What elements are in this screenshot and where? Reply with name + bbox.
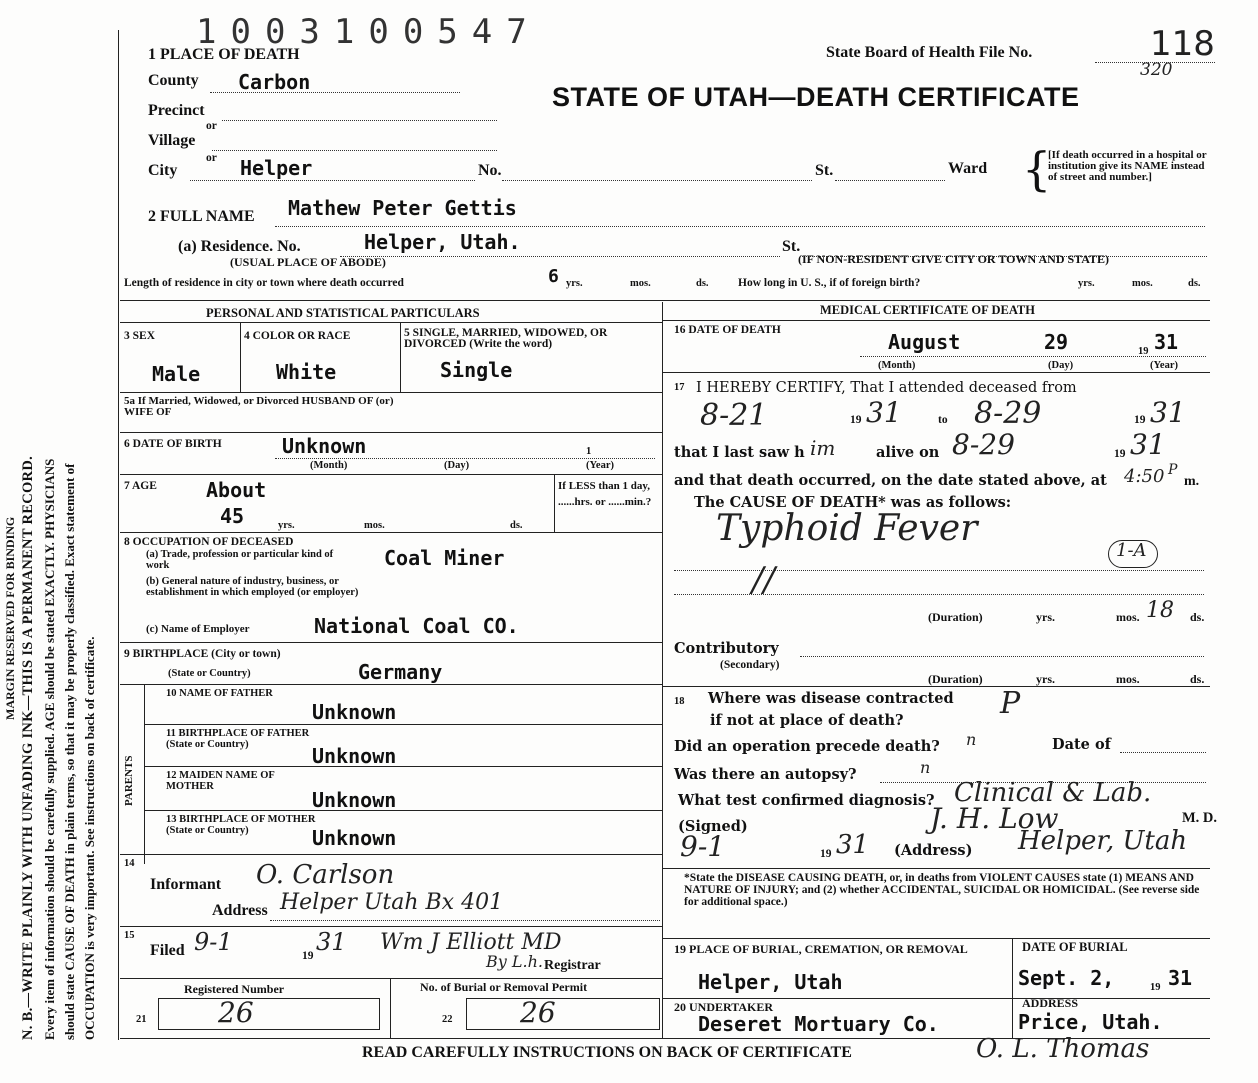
signed-address: Helper, Utah — [1018, 826, 1188, 856]
st-line — [835, 180, 945, 181]
burial-date: Sept. 2, — [1018, 966, 1115, 990]
sex-value: Male — [152, 362, 201, 386]
from-year: 31 — [866, 396, 902, 429]
md-label: M. D. — [1182, 810, 1218, 826]
dob-line — [275, 458, 655, 459]
residence-st-label: St. — [782, 238, 801, 255]
occupation-a-label: (a) Trade, profession or particular kind of work — [146, 549, 334, 571]
no-line — [502, 180, 812, 181]
contracted-value: P — [1000, 686, 1021, 721]
father-label: 10 NAME OF FATHER — [166, 688, 273, 699]
or-2: or — [206, 152, 217, 164]
informant-address-line — [270, 920, 660, 921]
length-mos: mos. — [630, 278, 651, 289]
cause-mark-icon: // — [752, 560, 775, 600]
instructions-footer: READ CAREFULLY INSTRUCTIONS ON BACK OF CERTIFICATE — [362, 1044, 852, 1061]
burial-place-value: Helper, Utah — [698, 970, 843, 994]
last-saw-him: im — [810, 436, 836, 460]
attended-from: 8-21 — [700, 398, 768, 433]
informant-address-label: Address — [212, 902, 268, 919]
parents-top-line — [120, 684, 662, 685]
brace-icon: { — [1022, 142, 1052, 196]
duration-ds: ds. — [1190, 610, 1205, 624]
duration-mos: mos. — [1116, 610, 1140, 624]
precinct-label: Precinct — [148, 102, 205, 119]
file-no-sub: 320 — [1140, 60, 1173, 80]
father-birthplace-value: Unknown — [312, 744, 397, 768]
personal-heading: PERSONAL AND STATISTICAL PARTICULARS — [206, 306, 480, 320]
burial-no-item: 22 — [442, 1014, 453, 1025]
signed-date: 9-1 — [680, 830, 726, 863]
informant-address-value: Helper Utah Bx 401 — [280, 890, 504, 915]
county-label: County — [148, 72, 199, 89]
full-name-value: Mathew Peter Gettis — [288, 196, 517, 220]
to-year-prefix: 19 — [1134, 414, 1146, 426]
father-value: Unknown — [312, 700, 397, 724]
dod-month-caption: (Month) — [878, 360, 916, 371]
filed-label: Filed — [150, 942, 185, 959]
undertaker-label: 20 UNDERTAKER — [674, 1000, 774, 1014]
undertaker-top-line — [662, 998, 1210, 999]
signed-label: (Signed) — [678, 818, 748, 835]
dod-day-caption: (Day) — [1048, 360, 1074, 371]
margin-warning: N. B.—WRITE PLAINLY WITH UNFADING INK—THIS IS A PERMANENT RECORD. — [20, 455, 36, 1040]
informant-top-line — [120, 854, 662, 855]
filed-date: 9-1 — [194, 928, 233, 956]
age-mos: mos. — [364, 520, 385, 531]
length-yrs: yrs. — [566, 278, 583, 289]
full-name-line — [275, 226, 1205, 227]
alive-on-label: alive on — [876, 444, 940, 461]
birthplace-top-line — [120, 642, 662, 643]
cause-value: Typhoid Fever — [716, 508, 978, 549]
marital-value: Single — [440, 358, 513, 382]
cause-footnote: *State the DISEASE CAUSING DEATH, or, in deaths from VIOLENT CAUSES state (1) MEANS AND NATURE OF INJURY; and (2) whether ACCIDENTAL, SUICIDAL OR HOMICIDAL. (See reverse side for additional space.) — [684, 872, 1200, 908]
death-time: 4:50 — [1124, 466, 1165, 487]
age-top-line — [120, 474, 662, 475]
item-18-top-line — [662, 686, 1210, 687]
dob-year-prefix: 1 — [586, 446, 592, 457]
filed-year: 31 — [316, 928, 347, 956]
spouse-label: 5a If Married, Widowed, or Divorced HUSBAND OF (or) WIFE OF — [124, 395, 394, 418]
cause-text: The CAUSE OF DEATH* was as follows: — [694, 494, 1012, 511]
last-saw-date: 8-29 — [952, 428, 1015, 461]
city-line — [190, 180, 475, 181]
duration-yrs: yrs. — [1036, 610, 1055, 624]
operation-date-line — [1120, 752, 1206, 753]
residence-value: Helper, Utah. — [364, 230, 521, 254]
autopsy-value: n — [920, 758, 931, 777]
dod-label: 16 DATE OF DEATH — [674, 324, 781, 336]
birthplace-label: 9 BIRTHPLACE (City or town) — [124, 648, 281, 660]
dod-year: 31 — [1154, 330, 1179, 354]
contributory-line — [800, 656, 1204, 657]
item-18: 18 — [674, 696, 685, 707]
registrar-by: By L.h. — [486, 952, 543, 971]
operation-question: Did an operation precede death? — [674, 738, 940, 755]
mother-top-line — [144, 766, 662, 767]
file-no: 118 — [1150, 24, 1215, 64]
contrib-duration-ds: ds. — [1190, 672, 1205, 686]
certify-text: I HEREBY CERTIFY, That I attended deceased from — [696, 380, 1077, 396]
length-value: 6 — [548, 266, 559, 287]
item-15: 15 — [124, 930, 135, 941]
race-value: White — [276, 360, 337, 384]
cause-code: 1-A — [1116, 540, 1147, 561]
dob-day-caption: (Day) — [444, 460, 470, 471]
margin-instruction-2: should state CAUSE OF DEATH in plain terms, so that it may be properly classified. Exact statement of — [62, 463, 77, 1040]
section-top-line — [120, 300, 1210, 301]
medical-heading: MEDICAL CERTIFICATE OF DEATH — [820, 303, 1035, 317]
death-time-suffix: P — [1168, 462, 1178, 478]
test-value: Clinical & Lab. — [954, 778, 1152, 808]
less-than-note: If LESS than 1 day, ......hrs. or ......min.? — [558, 480, 652, 508]
reg-no-value: 26 — [218, 996, 254, 1029]
us-mos: mos. — [1132, 278, 1153, 289]
to-label: to — [938, 414, 948, 426]
employer-value: National Coal CO. — [314, 614, 519, 638]
full-name-label: 2 FULL NAME — [148, 208, 255, 225]
registration-divider — [390, 978, 391, 1038]
father-birthplace-label: 11 BIRTHPLACE OF FATHER (State or Country) — [166, 728, 310, 750]
frame-left — [118, 30, 119, 1040]
footnote-top-line — [662, 868, 1210, 869]
spouse-top-line — [120, 392, 662, 393]
margin-instruction-1: Every item of information should be carefully supplied. AGE should be stated EXACTLY. PHYSICIANS — [42, 458, 57, 1040]
stamp-number: 1003100547 — [196, 12, 541, 52]
age-label: 7 AGE — [124, 480, 157, 492]
contrib-duration-yrs: yrs. — [1036, 672, 1055, 686]
burial-address-label: ADDRESS — [1022, 996, 1079, 1010]
m-label: m. — [1184, 474, 1200, 489]
cause-line-2 — [674, 594, 1204, 595]
attended-to: 8-29 — [974, 396, 1042, 431]
to-year: 31 — [1150, 396, 1186, 429]
signed-address-label: (Address) — [894, 842, 973, 859]
registrar-label: Registrar — [544, 958, 601, 973]
dod-year-caption: (Year) — [1150, 360, 1178, 371]
mother-birthplace-label: 13 BIRTHPLACE OF MOTHER (State or Country) — [166, 814, 316, 836]
last-saw-year: 31 — [1130, 428, 1166, 461]
item-17: 17 — [674, 382, 685, 393]
duration-days: 18 — [1146, 598, 1174, 623]
occupation-b-label: (b) General nature of industry, business, or establishment in which employed (or employer) — [146, 576, 359, 598]
physician-signature: J. H. Low — [930, 802, 1059, 835]
dob-year-caption: (Year) — [586, 460, 614, 471]
occupation-top-line — [120, 532, 662, 533]
parents-label: PARENTS — [123, 755, 135, 806]
race-label: 4 COLOR OR RACE — [244, 330, 351, 342]
registration-top-line — [120, 978, 662, 979]
duration-label: (Duration) — [928, 610, 983, 624]
st-label: St. — [815, 162, 834, 179]
contributory-label: Contributory — [674, 640, 779, 657]
less-than-divider — [554, 474, 555, 532]
or-1: or — [206, 120, 217, 132]
margin-binding-note: MARGIN RESERVED FOR BINDING — [3, 516, 17, 720]
parents-divider — [144, 684, 145, 864]
residence-line — [340, 256, 780, 257]
hospital-note: [If death occurred in a hospital or institution give its NAME instead of street and number.] — [1048, 149, 1207, 183]
filed-top-line — [120, 926, 662, 927]
employer-label: (c) Name of Employer — [146, 623, 250, 635]
length-label: Length of residence in city or town where death occurred — [124, 277, 404, 289]
from-year-prefix: 19 — [850, 414, 862, 426]
burial-date-year: 31 — [1168, 966, 1193, 990]
burial-no-value: 26 — [520, 996, 556, 1029]
precinct-line — [222, 120, 497, 121]
contracted-question: Where was disease contracted — [708, 690, 954, 707]
footer-signature: O. L. Thomas — [976, 1034, 1150, 1064]
nonres-note: (IF NON-RESIDENT GIVE CITY OR TOWN AND STATE) — [798, 252, 1110, 266]
length-ds: ds. — [696, 278, 709, 289]
age-yrs: yrs. — [278, 520, 295, 531]
burial-no-box — [466, 998, 660, 1030]
dob-month: Unknown — [282, 434, 367, 458]
age-ds: ds. — [510, 520, 523, 531]
operation-value: n — [966, 730, 977, 749]
sex-race-divider — [240, 322, 241, 392]
state-country-label: (State or Country) — [168, 668, 251, 679]
dod-year-prefix: 19 — [1138, 346, 1149, 357]
informant-value: O. Carlson — [256, 860, 395, 890]
race-marital-divider — [400, 322, 401, 392]
dob-month-caption: (Month) — [310, 460, 348, 471]
residence-label: (a) Residence. No. — [178, 238, 301, 255]
mother-bp-top-line — [144, 810, 662, 811]
reg-no-item: 21 — [136, 1014, 147, 1025]
occupation-value: Coal Miner — [384, 546, 505, 570]
dob-label: 6 DATE OF BIRTH — [124, 438, 222, 450]
cause-line-1 — [674, 570, 1204, 571]
dod-line — [860, 356, 1206, 357]
registrar-signature: Wm J Elliott MD — [380, 930, 562, 955]
mother-birthplace-value: Unknown — [312, 826, 397, 850]
marital-label: 5 SINGLE, MARRIED, WIDOWED, OR DIVORCED (Write the word) — [404, 327, 608, 350]
test-question: What test confirmed diagnosis? — [678, 792, 935, 809]
burial-top-line — [662, 938, 1210, 939]
dod-month: August — [888, 330, 961, 354]
autopsy-question: Was there an autopsy? — [674, 766, 857, 783]
filed-year-prefix: 19 — [302, 950, 314, 962]
occupation-label: 8 OCCUPATION OF DECEASED — [124, 536, 294, 548]
no-label: No. — [478, 162, 502, 179]
birthplace-value: Germany — [358, 660, 443, 684]
village-label: Village — [148, 132, 196, 149]
us-label: How long in U. S., if of foreign birth? — [738, 277, 921, 289]
operation-date-label: Date of — [1052, 736, 1111, 753]
informant-label: Informant — [150, 876, 222, 893]
village-line — [212, 150, 497, 151]
certify-top-line — [662, 372, 1210, 373]
contracted-question-2: if not at place of death? — [710, 712, 904, 729]
sex-label: 3 SEX — [124, 330, 155, 342]
personal-heading-line — [120, 322, 662, 323]
city-label: City — [148, 162, 178, 179]
signed-year: 31 — [836, 830, 870, 860]
place-heading: 1 PLACE OF DEATH — [148, 46, 300, 63]
mother-value: Unknown — [312, 788, 397, 812]
medical-heading-line — [662, 320, 1210, 321]
contrib-duration-mos: mos. — [1116, 672, 1140, 686]
last-saw-text: that I last saw h — [674, 444, 805, 461]
page-title: STATE OF UTAH—DEATH CERTIFICATE — [552, 82, 1080, 112]
burial-date-label: DATE OF BURIAL — [1022, 940, 1128, 954]
age-about: About — [206, 478, 267, 502]
us-yrs: yrs. — [1078, 278, 1095, 289]
burial-address-value: Price, Utah. — [1018, 1010, 1163, 1034]
dod-day: 29 — [1044, 330, 1069, 354]
margin-instruction-3: OCCUPATION is very important. See instructions on back of certificate. — [82, 636, 97, 1040]
signed-year-prefix: 19 — [820, 848, 832, 860]
mother-label: 12 MAIDEN NAME OF MOTHER — [166, 770, 275, 792]
age-value: 45 — [220, 504, 245, 528]
abode-note: (USUAL PLACE OF ABODE) — [230, 255, 386, 269]
county-value: Carbon — [238, 70, 311, 94]
death-time-text: and that death occurred, on the date stated above, at — [674, 472, 1107, 489]
dob-top-line — [120, 432, 662, 433]
contrib-duration-label: (Duration) — [928, 672, 983, 686]
frame-middle — [662, 302, 663, 1038]
undertaker-value: Deseret Mortuary Co. — [698, 1012, 939, 1036]
city-value: Helper — [240, 156, 313, 180]
us-ds: ds. — [1188, 278, 1201, 289]
file-no-label: State Board of Health File No. — [826, 44, 1033, 61]
secondary-label: (Secondary) — [720, 659, 780, 671]
last-saw-year-prefix: 19 — [1114, 448, 1126, 460]
burial-divider — [1012, 938, 1013, 1038]
item-14: 14 — [124, 858, 135, 869]
reg-no-box — [158, 998, 380, 1030]
reg-no-label: Registered Number — [184, 982, 285, 996]
father-bp-top-line — [144, 724, 662, 725]
burial-no-label: No. of Burial or Removal Permit — [420, 980, 588, 994]
burial-date-year-prefix: 19 — [1150, 982, 1161, 993]
ward-label: Ward — [948, 160, 988, 177]
burial-place-label: 19 PLACE OF BURIAL, CREMATION, OR REMOVAL — [674, 942, 968, 956]
